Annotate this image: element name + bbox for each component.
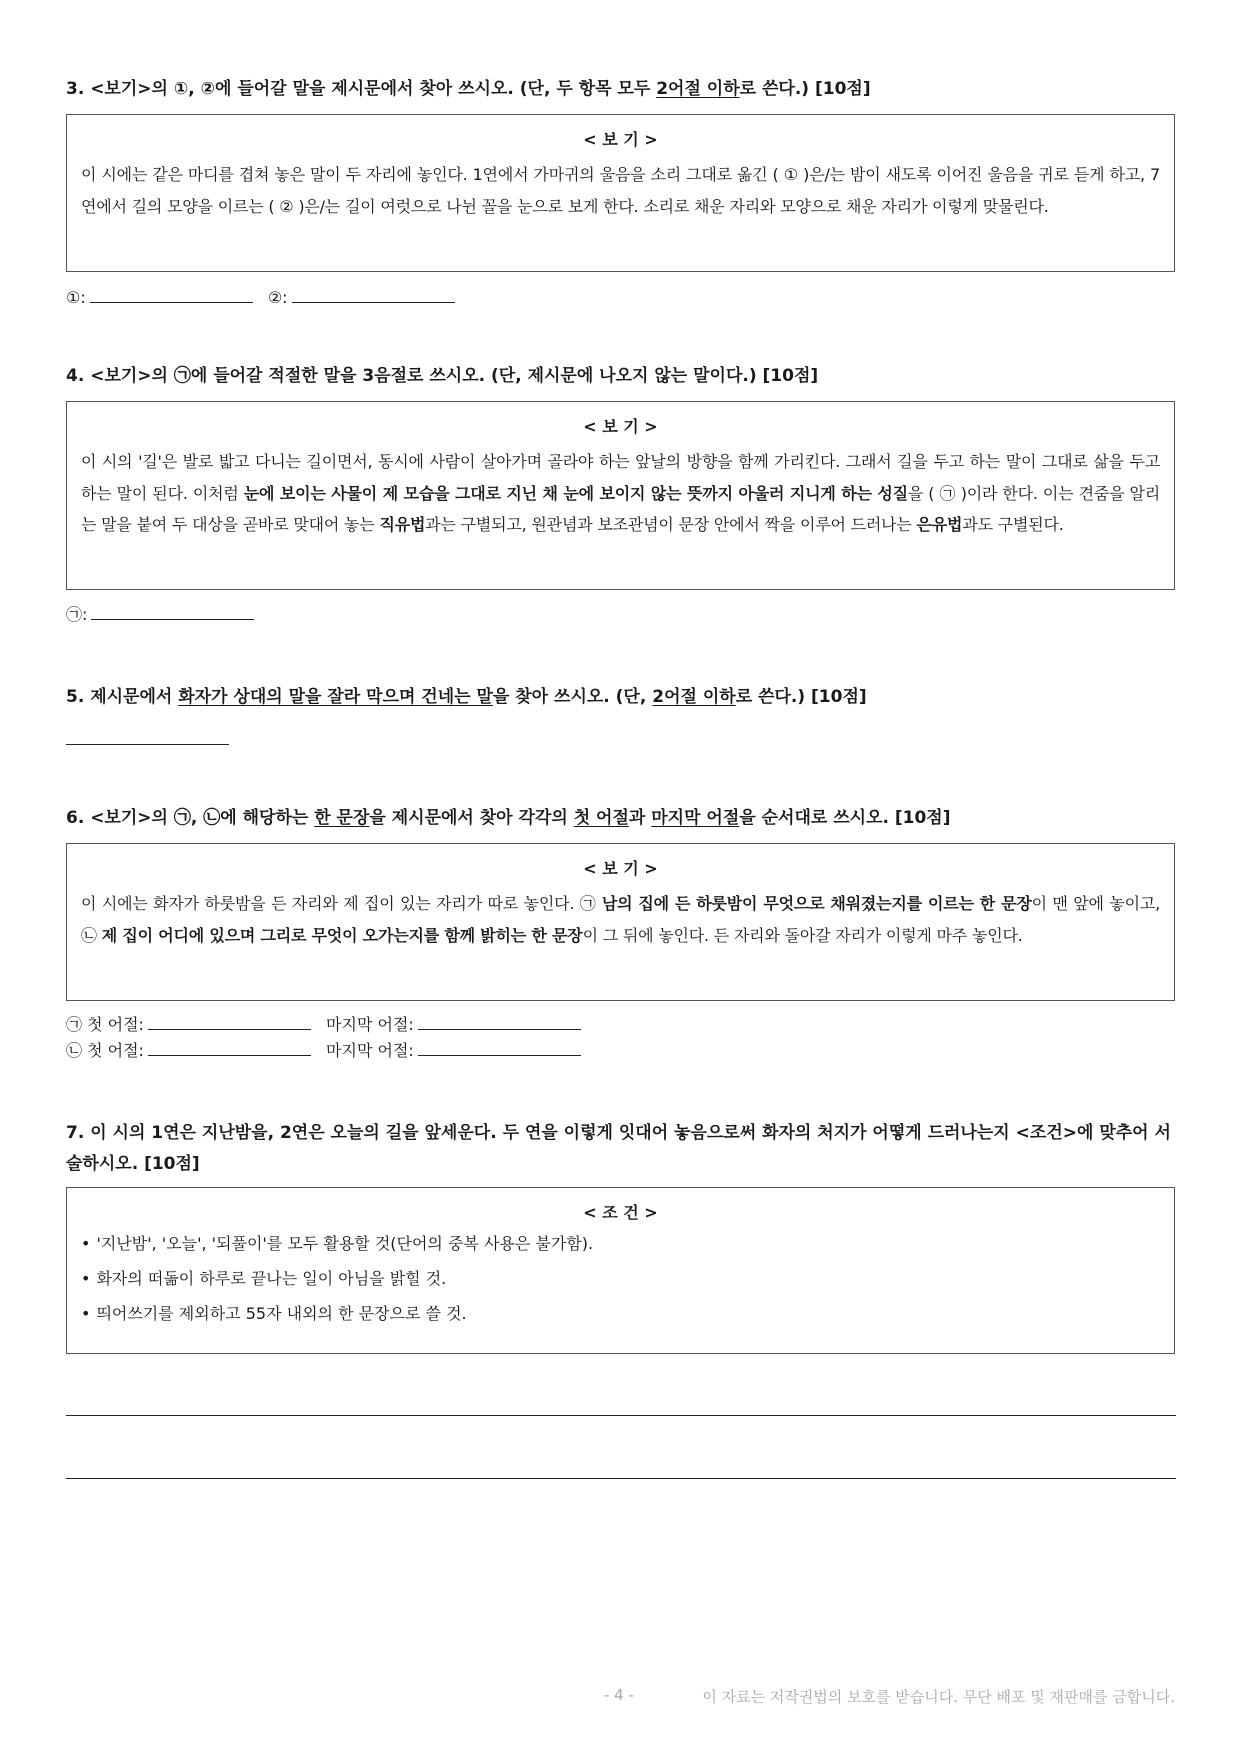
q6-box-text [67,879,1174,951]
q4-text-1: 이 시의 '길'은 발로 밟고 다니는 길이면서, 동시에 사람이 살아가며 골라야 하는 앞날의 방향을 함께 가리킨다. 그래서 길을 두고 하는 말이 그대로 삶을 두고 하는 말이 된다. 이처럼 [81,452,1160,503]
q6-bold-1: 남의 집에 든 하룻밤이 무엇으로 채워졌는지를 이르는 한 문장 [601,894,1032,913]
q7-box-title: < 조 건 > [583,1203,658,1222]
q7-condition-2-text: • 화자의 떠돎이 하루로 끝나는 일이 아님을 밝힐 것. [96,1269,447,1288]
q4-bold-3: 은유법 [916,515,963,534]
q4-bold-2: 직유법 [379,515,426,534]
page-number: - 4 - [604,1686,634,1704]
q7-condition-1-text: • '지난밤', '오늘', '되풀이'를 모두 활용할 것(단어의 중복 사용은 불가함). [96,1234,594,1253]
q7-condition-3-text: • 띄어쓰기를 제외하고 55자 내외의 한 문장으로 쓸 것. [96,1304,467,1323]
q7-condition-box [66,1187,1175,1354]
q4-box-title: < 보 기 > [583,417,658,436]
copyright-notice: 이 자료는 저작권법의 보호를 받습니다. 무단 배포 및 재판매를 금합니다. [702,1688,1175,1706]
q6-b-last-label: 마지막 어절: [326,1041,414,1060]
question-4-title: 4. <보기>의 ㉠에 들어갈 적절한 말을 3음절로 쓰시오. (단, 제시문에 나오지 않는 말이다.) [10점] [66,366,819,386]
q3-answer-2-label: ②: [267,288,288,307]
q6-answer-row-a [66,1013,591,1036]
q6-a-last-label: 마지막 어절: [326,1015,414,1034]
q4-answer-label: ㉠: [66,605,88,624]
q3-box-text: 이 시에는 같은 마디를 겹쳐 놓은 말이 두 자리에 놓인다. 1연에서 가마귀의 울음을 소리 그대로 옮긴 ( ① )은/는 밤이 새도록 이어진 울음을 귀로 듣게 하고, 7연에서 길의 모양을 이르는 ( ② )은/는 길이 여럿으로 나뉜 꼴을 눈으로 보게 한다. 소리로 채운 자리와 모양으로 채운 자리가 이렇게 맞물린다. [81,165,1160,216]
q6-text-2: 이 맨 앞에 놓이고, ㉡ [81,894,1160,945]
q6-answer-row-b [66,1039,591,1062]
q6-title-underline-2: 첫 어절 [573,808,629,828]
q5-title-underline-1: 화자가 상대의 말을 잘라 막으며 건네는 말 [178,687,493,707]
q6-b-first-blank[interactable] [148,1039,311,1056]
q3-answer-1-blank[interactable] [90,286,253,303]
q6-b-first-label: ㉡ 첫 어절: [66,1041,144,1060]
q4-bold-1: 눈에 보이는 사물이 제 모습을 그대로 지닌 채 눈에 보이지 않는 뜻까지 아울러 지니게 하는 성질 [243,483,908,503]
question-3-title [66,74,1176,105]
q7-condition-2 [81,1269,1160,1289]
question-7-title: 7. 이 시의 1연은 지난밤을, 2연은 오늘의 길을 앞세운다. 두 연을 이렇게 잇대어 놓음으로써 화자의 처지가 어떻게 드러나는지 <조건>에 맞추어 서술하시오. [10점] [66,1123,1171,1174]
q6-b-last-blank[interactable] [418,1039,581,1056]
q6-a-first-blank[interactable] [148,1013,311,1030]
q6-title-end: 을 순서대로 쓰시오. [10점] [739,808,951,828]
q6-box-title: < 보 기 > [583,859,658,878]
q6-title-and: 과 [628,808,652,828]
q7-condition-1 [81,1234,1160,1254]
q4-answer-row [66,603,264,626]
q6-example-box [66,843,1175,1001]
q6-bold-2: 제 집이 어디에 있으며 그리로 무엇이 오가는지를 함께 밝히는 한 문장 [101,925,583,945]
q7-condition-list [67,1223,1174,1324]
q4-example-box [66,401,1175,590]
q4-text-4: 과도 구별된다. [962,515,1064,534]
q6-title-text: 6. <보기>의 ㉠, ㉡에 해당하는 [66,808,315,828]
q5-title-mid: 을 찾아 쓰시오. (단, [492,687,653,707]
q6-a-first-label: ㉠ 첫 어절: [66,1015,144,1034]
q6-text-1: 이 시에는 화자가 하룻밤을 든 자리와 제 집이 있는 자리가 따로 놓인다. ㉠ [81,894,602,913]
question-5-title [66,682,1176,713]
q6-text-3: 이 그 뒤에 놓인다. 든 자리와 돌아갈 자리가 이렇게 마주 놓인다. [582,925,1023,945]
q5-title-end: 로 쓴다.) [10점] [735,687,867,707]
q7-answer-line-2[interactable] [66,1478,1176,1479]
q6-title-mid: 을 제시문에서 찾아 각각의 [369,808,574,828]
q5-title-text: 5. 제시문에서 [66,687,179,707]
q3-title-end: 로 쓴다.) [10점] [739,79,871,99]
q5-title-underline-2: 2어절 이하 [652,687,736,707]
q6-title-underline-3: 마지막 어절 [651,808,740,828]
q3-example-box [66,114,1175,272]
q3-answer-1-label: ①: [66,288,86,307]
q4-text-3: 과는 구별되고, 원관념과 보조관념이 문장 안에서 짝을 이루어 드러나는 [425,515,917,534]
q3-title-text: 3. <보기>의 ①, ②에 들어갈 말을 제시문에서 찾아 쓰시오. (단, 두 항목 모두 [66,79,657,99]
q4-text-2: 을 ( ㉠ )이라 한다. 이는 견줌을 알리는 말을 붙여 두 대상을 곧바로 맞대어 놓는 [81,483,1161,534]
q7-condition-3 [81,1304,1160,1324]
q6-a-last-blank[interactable] [418,1013,581,1030]
q6-title-underline-1: 한 문장 [314,808,370,828]
q4-box-text [67,437,1174,541]
q5-answer-blank[interactable] [66,744,229,745]
q4-answer-blank[interactable] [91,603,254,620]
q7-answer-line-1[interactable] [66,1415,1176,1416]
q3-answer-2-blank[interactable] [292,286,455,303]
q3-answer-row [66,286,465,309]
question-6-title [66,803,1176,834]
q3-box-title: < 보 기 > [583,130,658,149]
q3-title-underline: 2어절 이하 [656,79,740,99]
